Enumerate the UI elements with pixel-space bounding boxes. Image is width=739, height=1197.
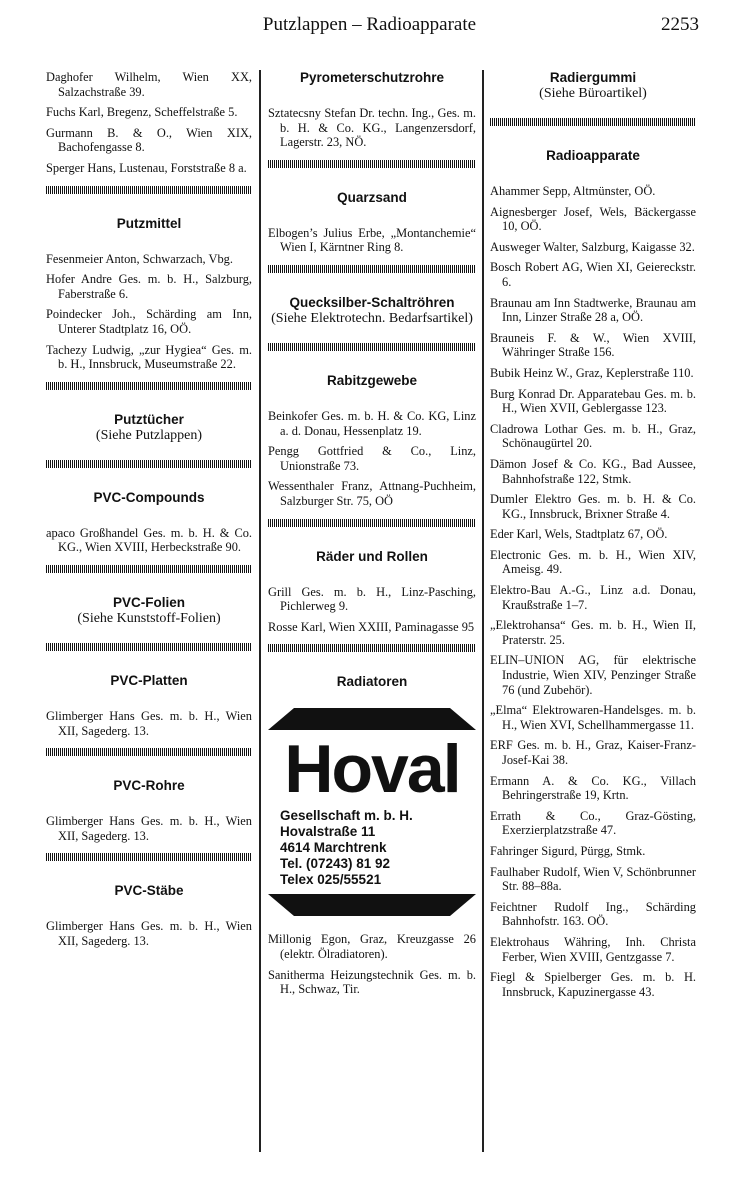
- list-entry: Glimberger Hans Ges. m. b. H., Wien XII, Sagederg. 13.: [46, 919, 252, 948]
- list-entry: Braunau am Inn Stadtwerke, Braunau am Inn, Linzer Straße 28 a, OÖ.: [490, 295, 696, 325]
- list-entry: Rosse Karl, Wien XXIII, Paminagasse 95: [268, 619, 475, 634]
- page-title: Putzlappen – Radioapparate: [262, 14, 477, 35]
- section-heading: PVC-Folien: [112, 594, 185, 610]
- column-2: [268, 70, 476, 1003]
- section-divider: [268, 644, 476, 652]
- list-entry: Grill Ges. m. b. H., Linz-Pasching, Pichlerweg 9.: [268, 584, 476, 614]
- list-entry: Daghofer Wilhelm, Wien XX, Salzachstraße 39.: [46, 70, 252, 99]
- section-divider: [46, 565, 252, 573]
- section-heading: Quarzsand: [337, 189, 407, 205]
- see-reference: (Siehe Kunststoff-Folien): [77, 610, 221, 626]
- column-rule: [259, 70, 261, 1152]
- section-divider: [46, 748, 252, 756]
- list-entry: Burg Konrad Dr. Apparatebau Ges. m. b. H., Wien XVII, Geblergasse 123.: [490, 386, 696, 416]
- column-1: [46, 70, 252, 954]
- list-entry: Wessenthaler Franz, Attnang-Puchheim, Salzburger Str. 75, OÖ: [268, 479, 476, 508]
- section-heading: Radiatoren: [336, 674, 408, 690]
- list-entry: ELIN–UNION AG, für elektrische Industrie, Wien XIV, Penzinger Straße 76 (und Zubehör).: [490, 653, 696, 697]
- list-entry: Faulhaber Rudolf, Wien V, Schönbrunner Str. 88–88a.: [490, 864, 696, 894]
- list-entry: Dumler Elektro Ges. m. b. H. & Co. KG., Innsbruck, Brixner Straße 4.: [490, 492, 696, 521]
- list-entry: Brauneis F. & W., Wien XVIII, Währinger Straße 156.: [490, 330, 696, 360]
- section-heading: PVC-Compounds: [93, 489, 205, 505]
- list-entry: Bosch Robert AG, Wien XI, Geiereckstr. 6.: [490, 260, 696, 289]
- section-divider: [46, 460, 252, 468]
- list-entry: „Elma“ Elektrowaren-Handelsges. m. b. H., Wien XVI, Schellhammergasse 11.: [490, 703, 696, 732]
- section-heading: Pyrometerschutzrohre: [299, 70, 445, 85]
- list-entry: Hofer Andre Ges. m. b. H., Salzburg, Faberstraße 6.: [46, 272, 252, 301]
- list-entry: Elbogen’s Julius Erbe, „Montanchemie“ Wien I, Kärntner Ring 8.: [268, 225, 476, 255]
- section-divider: [268, 519, 476, 527]
- section-heading: Putzmittel: [116, 215, 182, 231]
- list-entry: Errath & Co., Graz-Gösting, Exerzierplatzstraße 47.: [490, 808, 696, 838]
- see-reference: (Siehe Büroartikel): [539, 86, 647, 101]
- list-entry: Ermann A. & Co. KG., Villach Behringerstraße 19, Krtn.: [490, 773, 696, 803]
- ad-city: 4614 Marchtrenk: [280, 840, 387, 856]
- see-reference: (Siehe Putzlappen): [95, 427, 203, 443]
- section-divider: [46, 853, 252, 861]
- section-heading: Putztücher: [114, 411, 184, 427]
- section-heading: Radiergummi: [549, 70, 637, 85]
- ad-telex: Telex 025/55521: [280, 872, 382, 888]
- list-entry: Cladrowa Lothar Ges. m. b. H., Graz, Schönaugürtel 20.: [490, 421, 696, 451]
- ad-company: Gesellschaft m. b. H.: [280, 808, 413, 824]
- column-3: [490, 70, 696, 1005]
- list-entry: Feichtner Rudolf Ing., Schärding Bahnhofstr. 163. OÖ.: [490, 899, 696, 929]
- list-entry: „Elektrohansa“ Ges. m. b. H., Wien II, Praterstr. 25.: [490, 618, 696, 647]
- list-entry: Gurmann B. & O., Wien XIX, Bachofengasse 8.: [46, 125, 252, 155]
- section-divider: [268, 343, 476, 351]
- section-divider: [46, 643, 252, 651]
- list-entry: Elektrohaus Währing, Inh. Christa Ferber, Wien XVIII, Gentzgasse 7.: [490, 934, 696, 964]
- see-reference: (Siehe Elektrotechn. Bedarfsartikel): [271, 310, 473, 326]
- list-entry: Sanitherma Heizungstechnik Ges. m. b. H., Schwaz, Tir.: [268, 967, 476, 997]
- list-entry: Glimberger Hans Ges. m. b. H., Wien XII, Sagederg. 13.: [46, 814, 252, 843]
- list-entry: Millonig Egon, Graz, Kreuzgasse 26 (elektr. Ölradiatoren).: [268, 932, 476, 961]
- list-entry: apaco Großhandel Ges. m. b. H. & Co. KG., Wien XVIII, Herbeckstraße 90.: [46, 525, 252, 555]
- list-entry: Fesenmeier Anton, Schwarzach, Vbg.: [46, 251, 233, 266]
- radio-list: [490, 184, 696, 999]
- list-entry: Poindecker Joh., Schärding am Inn, Unterer Stadtplatz 16, OÖ.: [46, 307, 252, 336]
- list-entry: Dämon Josef & Co. KG., Bad Aussee, Bahnhofstraße 122, Stmk.: [490, 456, 696, 486]
- column-rule: [482, 70, 484, 1152]
- page-number: 2253: [661, 14, 699, 35]
- section-divider: [268, 265, 476, 273]
- section-heading: Räder und Rollen: [316, 548, 428, 564]
- section-heading: Quecksilber-Schaltröhren: [289, 294, 455, 310]
- page-header: [0, 0, 739, 40]
- section-heading: PVC-Platten: [110, 672, 188, 688]
- list-entry: Elektro-Bau A.-G., Linz a.d. Donau, Kraußstraße 1–7.: [490, 583, 696, 612]
- list-entry: Sperger Hans, Lustenau, Forststraße 8 a.: [46, 160, 247, 175]
- list-entry: Beinkofer Ges. m. b. H. & Co. KG, Linz a. d. Donau, Hessenplatz 19.: [268, 408, 476, 438]
- list-entry: Bubik Heinz W., Graz, Keplerstraße 110.: [490, 365, 694, 380]
- section-heading: Radioapparate: [546, 148, 640, 163]
- section-divider: [268, 160, 476, 168]
- section-heading: Rabitzgewebe: [326, 372, 418, 388]
- list-entry: Fahringer Sigurd, Pürgg, Stmk.: [490, 843, 646, 858]
- section-heading: PVC-Stäbe: [114, 883, 184, 899]
- section-heading: PVC-Rohre: [113, 778, 185, 794]
- ad-phone: Tel. (07243) 81 92: [280, 856, 391, 872]
- list-entry: Glimberger Hans Ges. m. b. H., Wien XII, Sagederg. 13.: [46, 708, 252, 738]
- section-divider: [490, 118, 696, 126]
- section-divider: [46, 186, 252, 194]
- list-entry: Electronic Ges. m. b. H., Wien XIV, Ameisg. 49.: [490, 547, 696, 577]
- list-entry: Pengg Gottfried & Co., Linz, Unionstraße 73.: [268, 444, 476, 473]
- hoval-logo: Hoval: [284, 731, 460, 808]
- list-entry: Sztatecsny Stefan Dr. techn. Ing., Ges. m. b. H. & Co. KG., Langenzersdorf, Lagerstr. 23, NÖ.: [268, 106, 476, 150]
- list-entry: Eder Karl, Wels, Stadtplatz 67, OÖ.: [490, 527, 668, 542]
- hoval-advertisement: [268, 708, 476, 916]
- list-entry: Fuchs Karl, Bregenz, Scheffelstraße 5.: [46, 105, 238, 120]
- ad-top-band: [268, 708, 476, 730]
- list-entry: ERF Ges. m. b. H., Graz, Kaiser-Franz-Josef-Kai 38.: [490, 738, 696, 767]
- list-entry: Aignesberger Josef, Wels, Bäckergasse 10, OÖ.: [490, 204, 696, 234]
- list-entry: Ausweger Walter, Salzburg, Kaigasse 32.: [490, 239, 695, 254]
- ad-street: Hovalstraße 11: [280, 824, 376, 840]
- section-divider: [46, 382, 252, 390]
- list-entry: Ahammer Sepp, Altmünster, OÖ.: [490, 184, 656, 198]
- list-entry: Fiegl & Spielberger Ges. m. b. H. Innsbruck, Kapuzinergasse 43.: [490, 970, 696, 999]
- list-entry: Tachezy Ludwig, „zur Hygiea“ Ges. m. b. H., Innsbruck, Museumstraße 22.: [46, 342, 252, 372]
- ad-bottom-band: [268, 894, 476, 916]
